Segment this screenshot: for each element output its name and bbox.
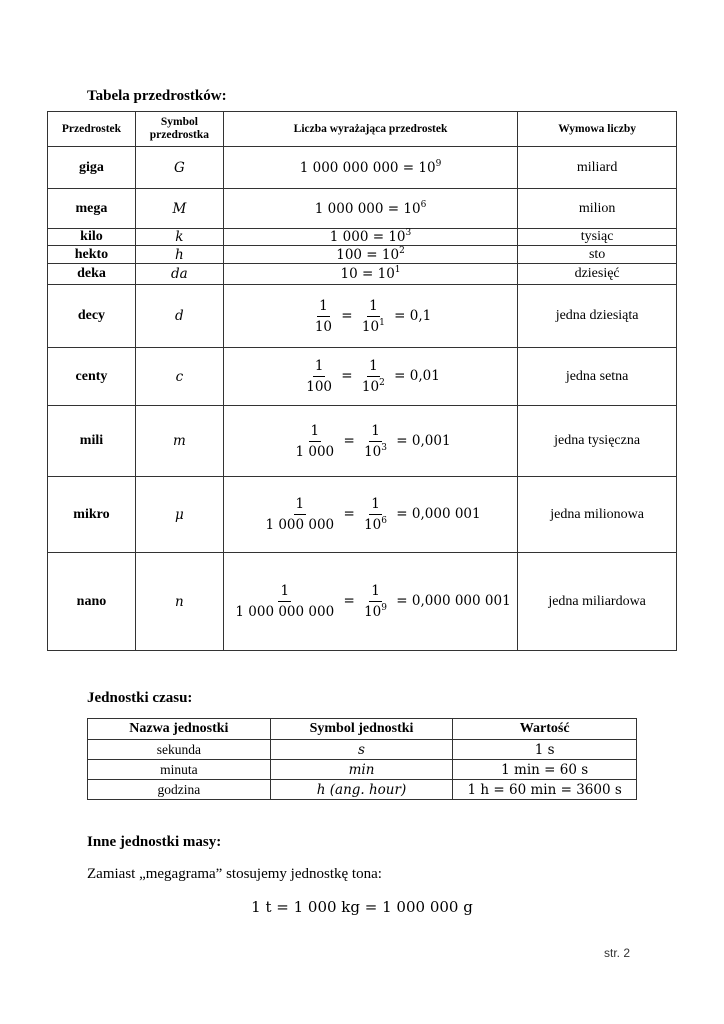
table-row — [48, 285, 677, 348]
time-unit-symbol: h (ang. hour) — [270, 780, 453, 800]
prefix-pronunciation: sto — [518, 246, 677, 264]
prefix-pronunciation: miliard — [518, 147, 677, 189]
power-exponent: 1 — [379, 317, 385, 328]
mass-units-title: Inne jednostki masy: — [87, 834, 222, 850]
prefix-name: mili — [48, 406, 136, 477]
prefix-name: mega — [48, 189, 136, 229]
number-value: 1 000 000 000 — [299, 159, 399, 176]
time-unit-value: 1 h = 60 min = 3600 s — [453, 780, 637, 800]
time-unit-name: minuta — [88, 760, 271, 780]
prefix-symbol: n — [135, 553, 223, 651]
prefix-name: nano — [48, 553, 136, 651]
power-fraction: $\frac{1}{10^2}$ — [361, 358, 385, 395]
prefix-number: $10 = 10^1$ — [223, 264, 517, 285]
time-unit-symbol: min — [270, 760, 453, 780]
time-header-value: Wartość — [453, 719, 637, 740]
prefix-name: kilo — [48, 229, 136, 246]
time-unit-symbol: s — [270, 740, 453, 760]
power-fraction: $\frac{1}{10^3}$ — [364, 422, 387, 460]
table-row — [88, 780, 637, 800]
fraction-denominator: 10 — [314, 318, 333, 335]
table-row — [48, 147, 677, 189]
prefix-number: $\frac{1}{100}$ = $\frac{1}{10^2}$ = 0,01 — [223, 348, 517, 406]
power-fraction: $\frac{1}{10^6}$ — [364, 496, 387, 533]
power-exponent: 9 — [381, 603, 387, 613]
prefix-pronunciation: jedna dziesiąta — [518, 285, 677, 348]
time-unit-name: sekunda — [88, 740, 271, 760]
time-header-name: Nazwa jednostki — [88, 719, 271, 740]
prefix-symbol: m — [135, 406, 223, 477]
table-row — [88, 740, 637, 760]
prefix-symbol: M — [135, 189, 223, 229]
table-row — [48, 264, 677, 285]
prefix-pronunciation: milion — [518, 189, 677, 229]
time-units-table — [87, 718, 637, 800]
power-exponent: 3 — [381, 442, 387, 453]
fraction-denominator: 1 000 000 — [265, 517, 335, 533]
decimal-value: 0,01 — [409, 368, 440, 384]
time-header-symbol: Symbol jednostki — [270, 719, 453, 740]
table-row — [48, 246, 677, 264]
number-value: 100 — [336, 246, 363, 263]
fraction: $\frac{1}{1 000}$ — [295, 422, 335, 460]
number-value: 1 000 — [329, 229, 369, 245]
power-fraction: $\frac{1}{10^1}$ — [361, 297, 385, 335]
prefix-symbol: da — [135, 264, 223, 285]
decimal-value: 0,000 000 001 — [411, 593, 511, 609]
power-exponent: 9 — [435, 158, 442, 169]
prefix-symbol: μ — [135, 477, 223, 553]
power-exponent: 2 — [399, 245, 405, 256]
table-row — [48, 229, 677, 246]
prefix-pronunciation: jedna tysięczna — [518, 406, 677, 477]
prefix-pronunciation: dziesięć — [518, 264, 677, 285]
page-number: str. 2 — [604, 946, 631, 960]
prefix-pronunciation: jedna miliardowa — [518, 553, 677, 651]
prefix-table-title: Tabela przedrostków: — [87, 88, 227, 104]
time-unit-value: 1 min = 60 s — [453, 760, 637, 780]
time-unit-name: godzina — [88, 780, 271, 800]
header-symbol: Symbol przedrostka — [135, 112, 223, 147]
decimal-value: 0,000 001 — [411, 506, 481, 522]
prefix-pronunciation: tysiąc — [518, 229, 677, 246]
prefix-number: $\frac{1}{1 000 000 000}$ = $\frac{1}{10^9}$ = 0,000 000 001 — [223, 553, 517, 651]
prefix-number: 1 000 $000 = 10^6$ — [223, 189, 517, 229]
decimal-value: 0,001 — [411, 432, 451, 449]
prefix-table — [47, 111, 677, 651]
prefix-symbol: G — [135, 147, 223, 189]
prefix-number: 1 000 000 $000 = 10^9$ — [223, 147, 517, 189]
header-pronunciation: Wymowa liczby — [518, 112, 677, 147]
time-unit-value: 1 s — [453, 740, 637, 760]
prefix-name: mikro — [48, 477, 136, 553]
table-row — [88, 760, 637, 780]
ton-formula: 1 t = 1 000 kg = 1 000 000 g — [251, 898, 473, 916]
power-exponent: 6 — [420, 199, 427, 210]
table-row — [48, 348, 677, 406]
fraction-denominator: 100 — [306, 379, 333, 395]
prefix-symbol: d — [135, 285, 223, 348]
table-row — [48, 406, 677, 477]
mass-units-text: Zamiast „megagrama” stosujemy jednostkę tona: — [87, 866, 382, 882]
power-exponent: 1 — [394, 265, 401, 275]
table-row — [48, 477, 677, 553]
header-number: Liczba wyrażająca przedrostek — [223, 112, 517, 147]
prefix-symbol: c — [135, 348, 223, 406]
prefix-number: $\frac{1}{10}$ = $\frac{1}{10^1}$ = 0,1 — [223, 285, 517, 348]
prefix-name: centy — [48, 348, 136, 406]
table-row — [48, 189, 677, 229]
fraction: $\frac{1}{100}$ — [306, 358, 333, 395]
table-row — [48, 553, 677, 651]
power-exponent: 3 — [405, 228, 412, 238]
fraction: $\frac{1}{1 000 000 000}$ — [235, 583, 335, 620]
prefix-pronunciation: jedna setna — [518, 348, 677, 406]
prefix-pronunciation: jedna milionowa — [518, 477, 677, 553]
power-exponent: 6 — [381, 516, 387, 526]
power-fraction: $\frac{1}{10^9}$ — [364, 583, 387, 620]
time-table-title: Jednostki czasu: — [87, 690, 193, 706]
header-prefix: Przedrostek — [48, 112, 136, 147]
prefix-name: giga — [48, 147, 136, 189]
prefix-number: $\frac{1}{1 000 000}$ = $\frac{1}{10^6}$ = 0,000 001 — [223, 477, 517, 553]
fraction: $\frac{1}{10}$ — [314, 297, 333, 335]
prefix-number: $\frac{1}{1 000}$ = $\frac{1}{10^3}$ = 0,001 — [223, 406, 517, 477]
number-value: 10 — [340, 266, 358, 282]
prefix-number: 1 $000 = 10^3$ — [223, 229, 517, 246]
prefix-name: hekto — [48, 246, 136, 264]
prefix-name: deka — [48, 264, 136, 285]
fraction: $\frac{1}{1 000 000}$ — [265, 496, 335, 533]
number-value: 1 000 000 — [314, 200, 384, 217]
fraction-denominator: 1 000 — [295, 443, 335, 460]
fraction-denominator: 1 000 000 000 — [235, 604, 335, 620]
decimal-value: 0,1 — [409, 307, 432, 324]
prefix-symbol: k — [135, 229, 223, 246]
prefix-number: $100 = 10^2$ — [223, 246, 517, 264]
prefix-symbol: h — [135, 246, 223, 264]
power-exponent: 2 — [379, 378, 385, 388]
prefix-name: decy — [48, 285, 136, 348]
